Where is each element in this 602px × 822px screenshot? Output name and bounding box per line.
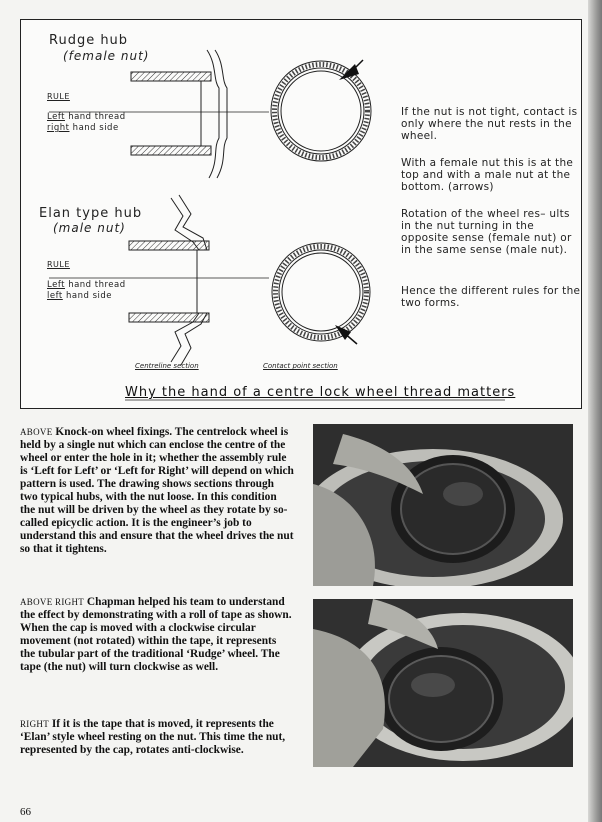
rudge-hub-subtitle: (female nut) [63,49,150,63]
diagram-figure [20,19,582,409]
page-edge-shadow [588,0,602,822]
centreline-section-label: Centreline section [135,362,199,370]
caption-right-text: If it is the tape that is moved, it represents the ‘Elan’ style wheel resting on the nut. This time the nut, represented by the cap, rotates anti-clockwise. [20,718,286,756]
figure-caption: Why the hand of a centre lock wheel thread matters [125,385,516,400]
rudge-rule-line1: hand thread [65,112,126,122]
rudge-rule-label: RULE [47,92,70,101]
explanation-paragraph-4: Hence the different rules for the two forms. [401,285,581,309]
elan-contact-circle [272,243,370,341]
elan-rule-label: RULE [47,260,70,269]
elan-rule-line2: hand side [62,291,112,301]
photo-tape-demo-1 [313,424,573,586]
elan-rule-line1-u: Left [47,280,65,290]
elan-rule-text [47,280,126,302]
rudge-hub-title: Rudge hub [49,33,129,48]
rudge-rule-line1-u: Left [47,112,65,122]
caption-above-right-text: Chapman helped his team to understand the effect by demonstrating with a roll of tape as shown. When the cap is moved with a clockwise circular movement (not rotated) within the tape, it represents the tubular part of the traditional ‘Rudge’ wheel. The tape (the nut) will turn clockwise as well. [20,596,292,673]
caption-above-right [20,596,294,674]
page-number: 66 [20,806,31,818]
rudge-rule-line2: hand side [69,123,119,133]
caption-above-right-lead: ABOVE RIGHT [20,597,85,607]
explanation-paragraph-1: If the nut is not tight, contact is only where the nut rests in the wheel. [401,106,578,142]
explanation-paragraph-2: With a female nut this is at the top and with a male nut at the bottom. (arrows) [401,157,574,193]
caption-right [20,718,294,757]
elan-hub-subtitle: (male nut) [53,221,126,235]
caption-right-lead: RIGHT [20,719,49,729]
rudge-contact-circle [271,61,371,161]
elan-rule-line2-u: left [47,291,63,301]
contact-section-label: Contact point section [263,362,338,370]
elan-hub-title: Elan type hub [39,206,143,221]
rudge-rule-line2-u: right [47,123,70,133]
rudge-rule-text [47,112,126,134]
elan-rule-line1: hand thread [65,280,126,290]
explanation-paragraph-3: Rotation of the wheel res– ults in the nut turning in the opposite sense (female nut) or in the same sense (male nut). [401,208,572,256]
caption-above-lead: ABOVE [20,427,53,437]
caption-above-text: Knock-on wheel fixings. The centrelock wheel is held by a single nut which can enclose the centre of the wheel or enter the hole in it; whether the assembly rule is ‘Left for Left’ or ‘Left for Right’ will depend on which pattern is used. The drawing shows sections through two typical hubs, with the nut loose. In this condition the nut will be driven by the wheel as they rotate by so-called epicyclic action. It is the engineer’s job to understand this and ensure that the wheel drives the nut so that it tightens. [20,426,294,555]
caption-above [20,426,294,556]
photo-tape-demo-2 [313,599,573,767]
